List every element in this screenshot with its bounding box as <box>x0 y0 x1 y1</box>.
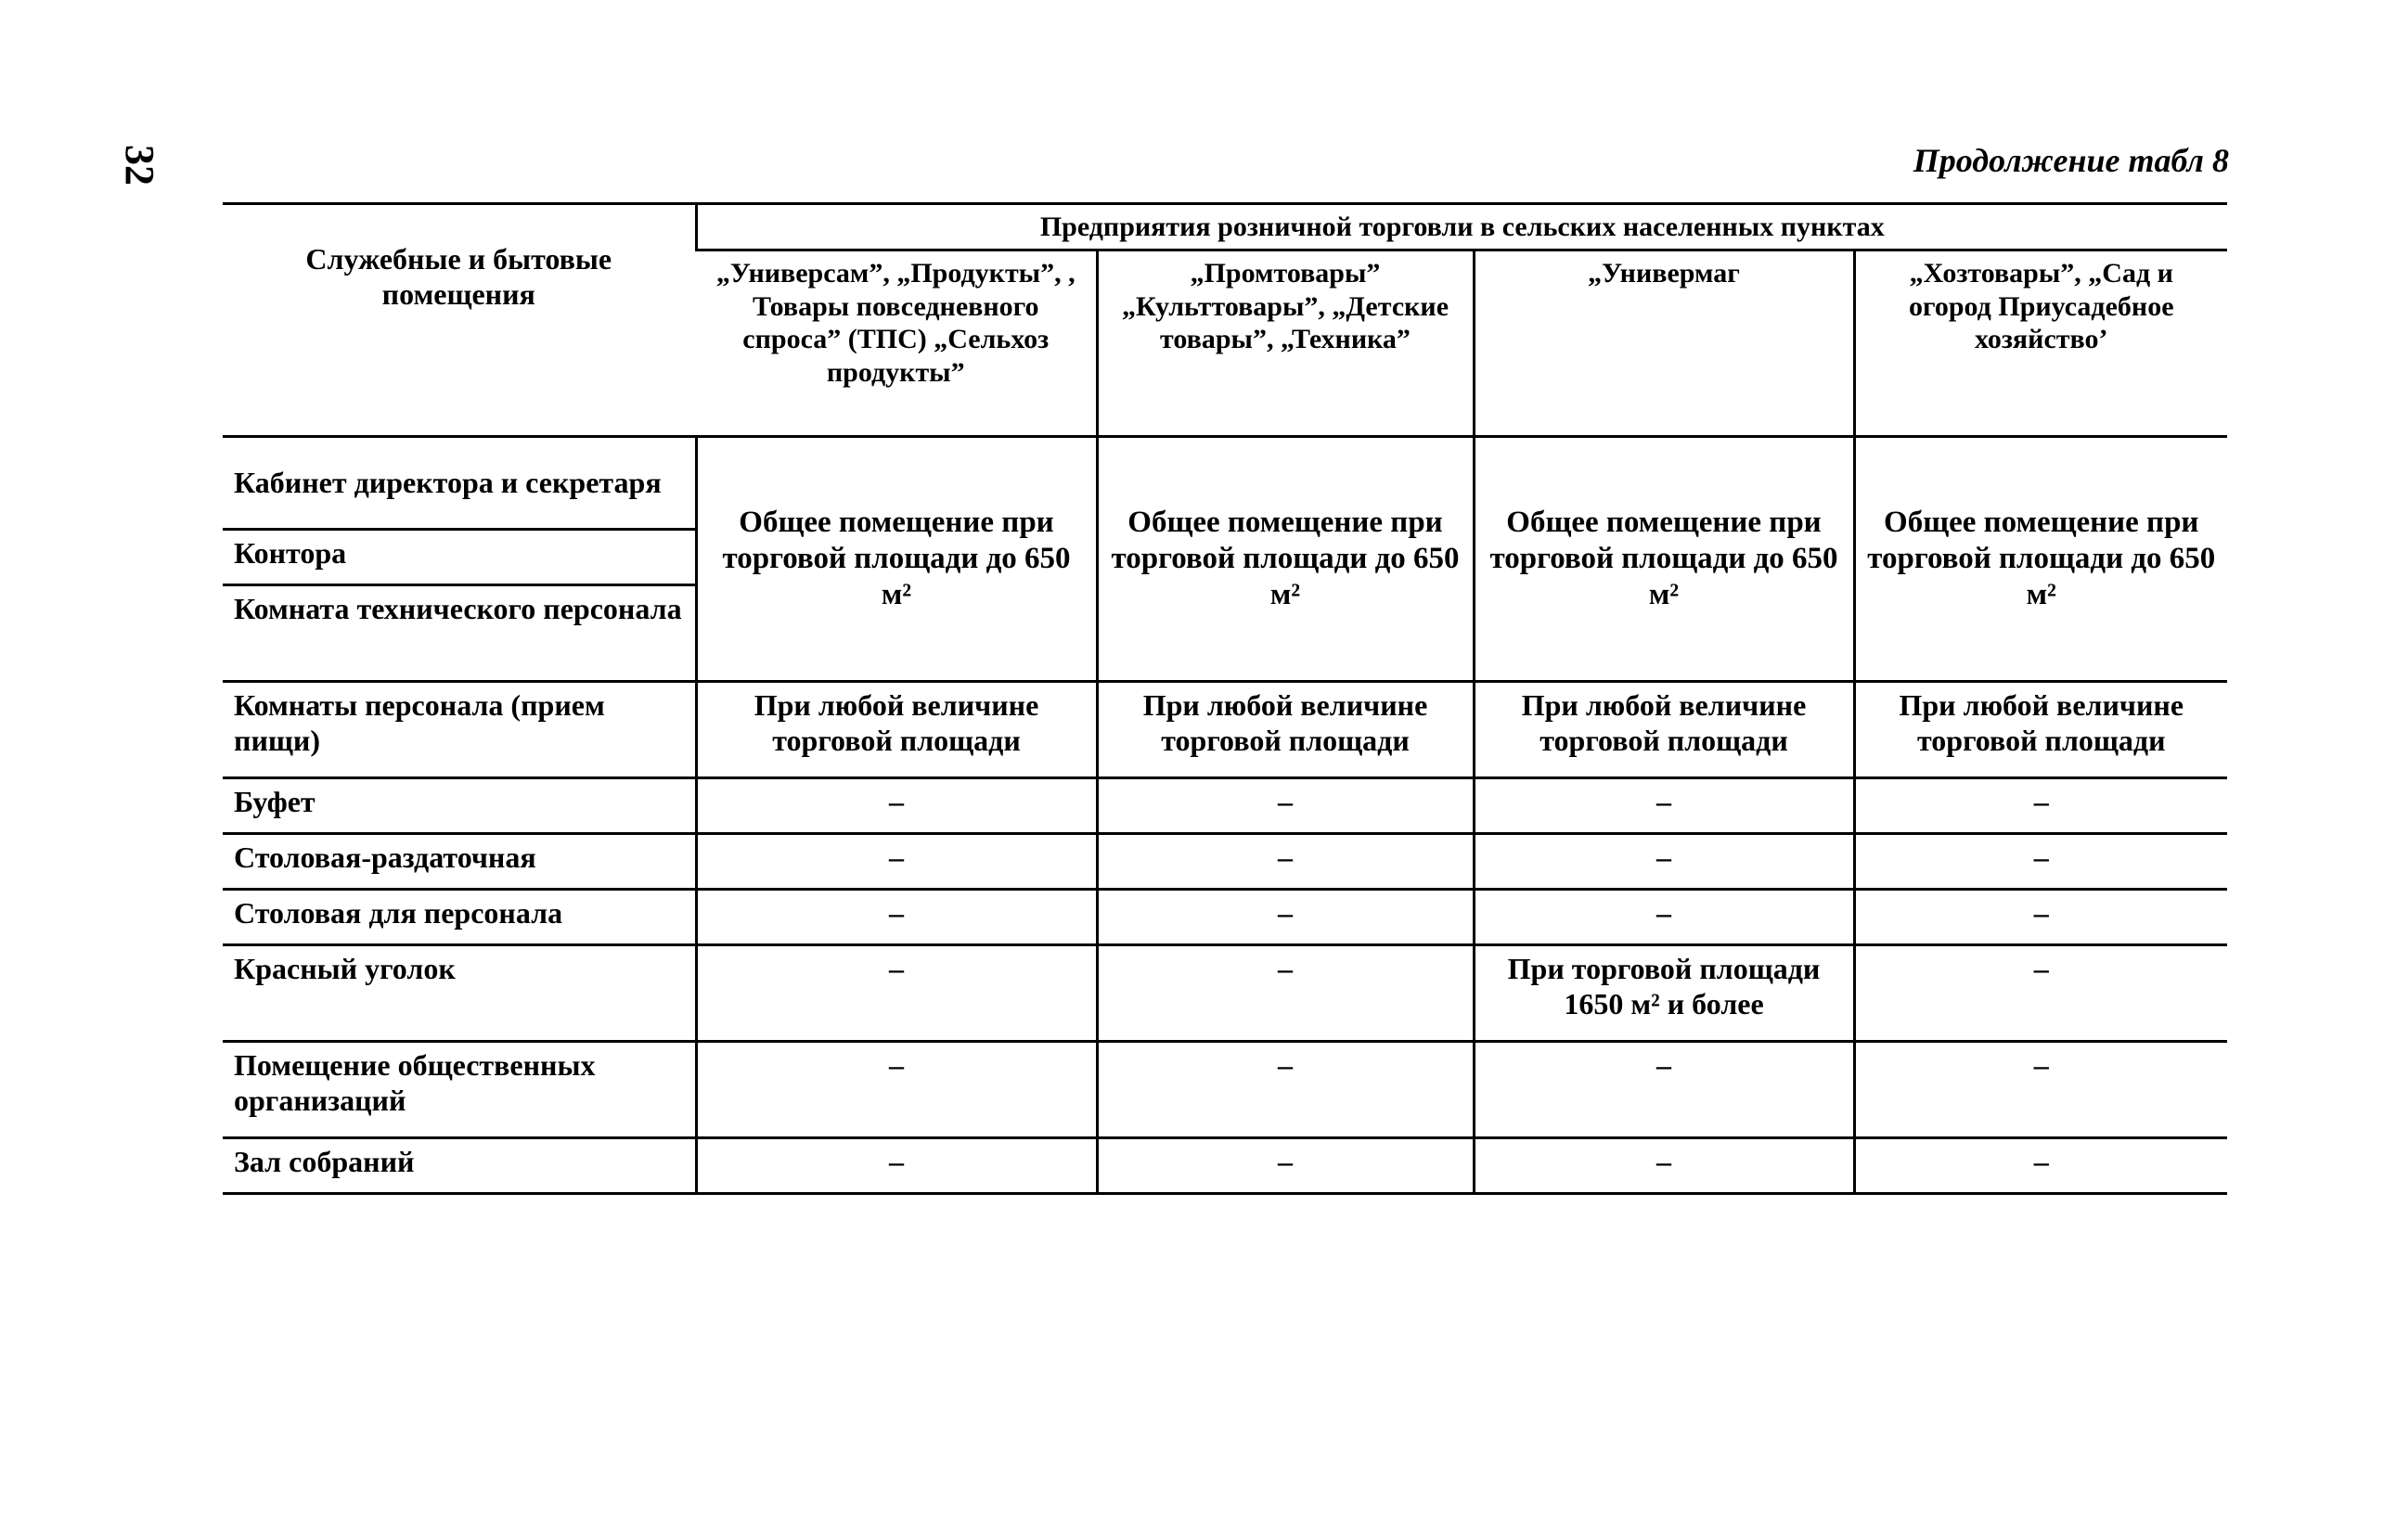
table-cell: – <box>1097 1138 1474 1194</box>
table-cell: – <box>1097 1042 1474 1138</box>
table-cell: – <box>696 1138 1097 1194</box>
table-row <box>223 437 2227 530</box>
table-row <box>223 778 2227 834</box>
table-cell: – <box>1474 834 1854 890</box>
row-label: Контора <box>223 530 696 585</box>
row-label: Буфет <box>223 778 696 834</box>
rooms-table <box>223 202 2227 1195</box>
table-cell: – <box>1854 834 2227 890</box>
row-label: Красный уголок <box>223 945 696 1042</box>
table-cell: – <box>1854 945 2227 1042</box>
table-cell: – <box>1097 890 1474 945</box>
table-cell: – <box>1474 890 1854 945</box>
row-label: Комната технического персонала <box>223 585 696 682</box>
table-cell: – <box>1097 834 1474 890</box>
column-header-1: „Универсам”, „Продукты”, , Товары повседневного спроса” (ТПС) „Сельхоз продукты” <box>696 250 1097 437</box>
table-row <box>223 834 2227 890</box>
table-caption: Продолжение табл 8 <box>1913 142 2229 179</box>
table-cell: – <box>696 945 1097 1042</box>
table-cell: – <box>1854 890 2227 945</box>
left-header-cell: Служебные и бытовые помещения <box>223 204 696 437</box>
table-cell: При торговой площади 1650 м² и более <box>1474 945 1854 1042</box>
table-cell: При любой величине торговой площади <box>696 682 1097 778</box>
row-label: Столовая-раздаточная <box>223 834 696 890</box>
table-row <box>223 1042 2227 1138</box>
table-cell: – <box>1474 1138 1854 1194</box>
table-cell: – <box>696 778 1097 834</box>
table-row <box>223 945 2227 1042</box>
table-cell: Общее помещение при торговой площади до 650 м² <box>1097 437 1474 682</box>
row-label: Комнаты персонала (прием пищи) <box>223 682 696 778</box>
row-label: Кабинет директора и секретаря <box>223 437 696 530</box>
group-header-cell: Предприятия розничной торговли в сельских населенных пунктах <box>696 204 2227 250</box>
table-cell: – <box>1854 1042 2227 1138</box>
table-cell: – <box>696 890 1097 945</box>
table-cell: – <box>1097 945 1474 1042</box>
table-cell: – <box>1474 778 1854 834</box>
table-cell: – <box>1854 778 2227 834</box>
header-row-1 <box>223 204 2227 250</box>
table-row <box>223 682 2227 778</box>
row-label: Столовая для персонала <box>223 890 696 945</box>
table-cell: Общее помещение при торговой площади до 650 м² <box>1474 437 1854 682</box>
table-cell: Общее помещение при торговой площади до 650 м² <box>696 437 1097 682</box>
page-number: 32 <box>117 145 162 186</box>
table-cell: При любой величине торговой площади <box>1097 682 1474 778</box>
table-cell: – <box>696 834 1097 890</box>
table-cell: – <box>1097 778 1474 834</box>
row-label: Помещение общественных организаций <box>223 1042 696 1138</box>
table-row <box>223 890 2227 945</box>
column-header-3: „Универмаг <box>1474 250 1854 437</box>
table-row <box>223 1138 2227 1194</box>
table-cell: При любой величине торговой площади <box>1474 682 1854 778</box>
table-cell: – <box>1854 1138 2227 1194</box>
table-cell: – <box>1474 1042 1854 1138</box>
table-cell: – <box>696 1042 1097 1138</box>
row-label: Зал собраний <box>223 1138 696 1194</box>
column-header-2: „Промтовары” „Культтовары”, „Детские товары”, „Техника” <box>1097 250 1474 437</box>
column-header-4: „Хозтовары”, „Сад и огород Приусадебное хозяйство’ <box>1854 250 2227 437</box>
table-cell: Общее помещение при торговой площади до 650 м² <box>1854 437 2227 682</box>
table-cell: При любой величине торговой площади <box>1854 682 2227 778</box>
